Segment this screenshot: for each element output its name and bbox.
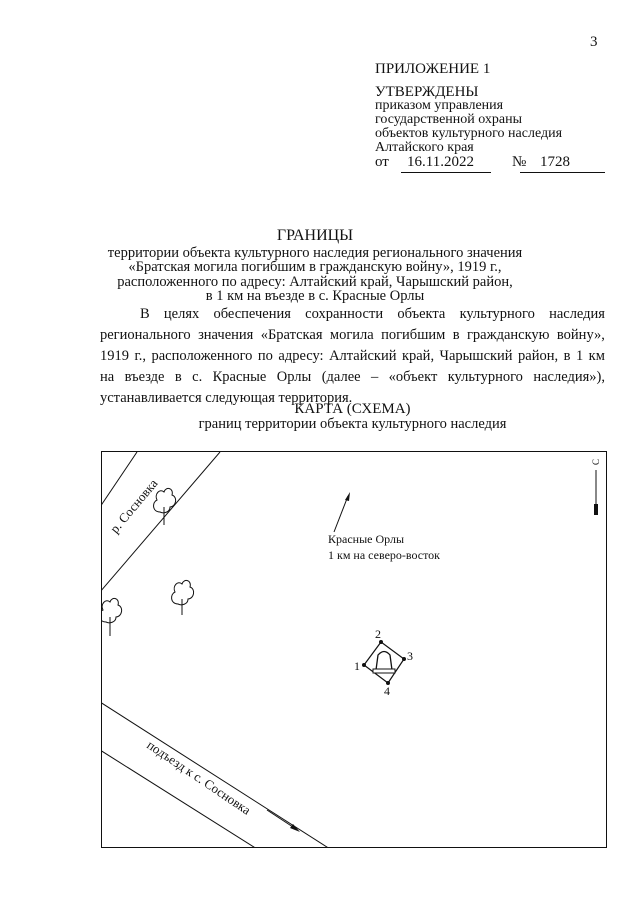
road-arrow-head — [290, 824, 300, 832]
paragraph-word: – — [370, 369, 379, 385]
point-label: 3 — [407, 649, 413, 663]
paragraph-word: в — [563, 348, 571, 364]
paragraph-word: в — [174, 369, 182, 385]
paragraph-word: в — [452, 327, 460, 343]
paragraph-word: могила — [329, 327, 374, 343]
paragraph-word: значения — [198, 327, 254, 343]
paragraph-word: наследия»), — [533, 369, 605, 385]
paragraph-line — [100, 304, 605, 325]
point-label: 4 — [384, 684, 390, 698]
page-number: 3 — [590, 34, 598, 50]
direction-place: Красные Орлы — [328, 532, 405, 546]
map-heading — [100, 402, 605, 432]
point-label: 1 — [354, 659, 360, 673]
map-subtitle: границ территории объекта культурного наследия — [198, 416, 507, 432]
monument-icon — [373, 652, 395, 674]
paragraph-word: 1919 — [100, 348, 129, 364]
paragraph-word: устанавливается следующая территория. — [100, 390, 353, 406]
order-number: 1728 — [540, 154, 570, 170]
paragraph-word: погибшим — [381, 327, 446, 343]
road-edge — [102, 702, 330, 847]
order-reference — [375, 154, 605, 174]
body-paragraph — [100, 304, 605, 409]
paragraph-line — [100, 346, 605, 367]
appendix-label: ПРИЛОЖЕНИЕ 1 — [375, 61, 491, 77]
title-line: расположенного по адресу: Алтайский край, Чарышский район, — [117, 273, 513, 290]
title-main: ГРАНИЦЫ — [276, 227, 354, 244]
direction-distance: 1 км на северо-восток — [328, 548, 441, 562]
approval-line: объектов культурного наследия — [375, 126, 563, 141]
paragraph-word: «Братская — [260, 327, 323, 343]
paragraph-word: «объект — [388, 369, 438, 385]
paragraph-word: с. — [192, 369, 203, 385]
paragraph-word: наследия — [549, 306, 605, 322]
paragraph-word: расположенного — [151, 348, 253, 364]
direction-arrow-head — [345, 492, 350, 501]
paragraph-word: В — [140, 306, 150, 322]
paragraph-line — [100, 367, 605, 388]
map-scheme — [101, 451, 607, 848]
title-line: территории объекта культурного наследия регионального значения — [107, 244, 523, 261]
approval-line: приказом управления — [375, 98, 504, 113]
paragraph-word: км — [588, 348, 605, 364]
paragraph-word: 1 — [575, 348, 584, 364]
paragraph-line — [100, 325, 605, 346]
number-underline — [520, 172, 605, 173]
paragraph-word: культурного — [459, 306, 535, 322]
paragraph-word: обеспечения — [213, 306, 291, 322]
paragraph-word: (далее — [321, 369, 361, 385]
approved-label: УТВЕРЖДЕНЫ — [375, 84, 479, 100]
boundary-point — [402, 657, 406, 661]
tree-icon — [154, 488, 176, 525]
paragraph-word: адресу: — [278, 348, 324, 364]
paragraph-word: сохранности — [305, 306, 384, 322]
paragraph-word: район, — [518, 348, 559, 364]
paragraph-word: на — [100, 369, 115, 385]
paragraph-word: объекта — [397, 306, 446, 322]
order-from-label: от — [375, 154, 389, 170]
order-number-sign: № — [512, 154, 527, 170]
north-arrow-tail — [594, 504, 598, 515]
document-title — [100, 229, 530, 304]
paragraph-word: регионального — [100, 327, 191, 343]
paragraph-word: культурного — [447, 369, 523, 385]
paragraph-word: Орлы — [276, 369, 312, 385]
paragraph-word: край, — [401, 348, 435, 364]
approval-block — [375, 62, 562, 155]
approval-line: Алтайского края — [375, 140, 474, 155]
paragraph-word: войну», — [556, 327, 605, 343]
tree-icon — [172, 580, 194, 615]
north-label: С — [591, 458, 601, 465]
tree-icon — [102, 598, 122, 636]
title-line: в 1 км на въезде в с. Красные Орлы — [205, 288, 425, 304]
title-line: «Братская могила погибшим в гражданскую войну», 1919 г., — [128, 259, 502, 275]
paragraph-word: гражданскую — [466, 327, 550, 343]
point-label: 2 — [375, 627, 381, 641]
paragraph-word: Красные — [212, 369, 267, 385]
map-title: КАРТА (СХЕМА) — [294, 401, 411, 417]
paragraph-word: по — [257, 348, 273, 364]
paragraph-word: Алтайский — [329, 348, 397, 364]
direction-arrow — [334, 496, 348, 532]
map-drawing — [102, 452, 606, 847]
road-label: подъезд к с. Сосновка — [144, 737, 254, 818]
boundary-point — [362, 663, 366, 667]
paragraph-word: г., — [134, 348, 147, 364]
paragraph-word: въезде — [124, 369, 165, 385]
paragraph-word: целях — [163, 306, 200, 322]
order-date: 16.11.2022 — [407, 154, 474, 170]
paragraph-word: Чарышский — [439, 348, 513, 364]
river-label: р. Сосновка — [106, 475, 161, 536]
approval-line: государственной охраны — [375, 112, 523, 127]
date-underline — [401, 172, 491, 173]
